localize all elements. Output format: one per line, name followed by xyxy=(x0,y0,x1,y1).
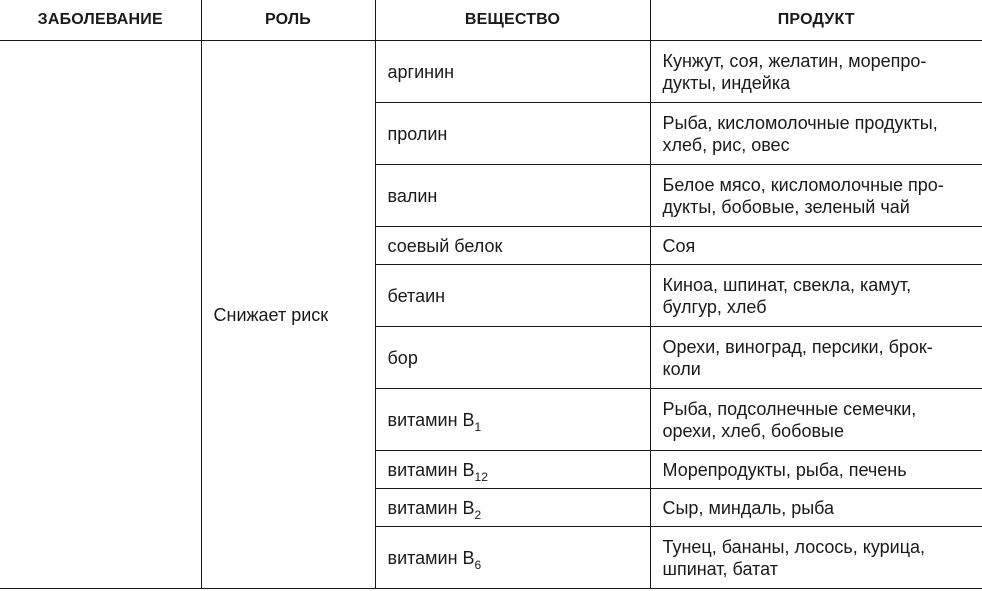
product-cell: Белое мясо, кисломолочные про-дукты, бобовые, зеленый чай xyxy=(650,165,982,227)
substance-name: витамин B xyxy=(387,409,475,430)
role-cell: Снижает риск xyxy=(201,41,375,589)
substance-subscript: 12 xyxy=(474,469,488,484)
substance-cell xyxy=(375,527,650,589)
substance-subscript: 6 xyxy=(474,557,482,572)
substance-cell: пролин xyxy=(375,103,650,165)
substance-cell: аргинин xyxy=(375,41,650,103)
product-cell: Тунец, бананы, лосось, курица, шпинат, батат xyxy=(650,527,982,589)
substance-name: витамин B xyxy=(387,497,475,518)
product-cell: Орехи, виноград, персики, брок-коли xyxy=(650,327,982,389)
substance-subscript: 1 xyxy=(474,419,482,434)
table-row xyxy=(0,41,982,103)
header-disease: ЗАБОЛЕВАНИЕ xyxy=(0,0,201,41)
product-cell: Рыба, кисломолочные продукты, хлеб, рис, овес xyxy=(650,103,982,165)
header-role: РОЛЬ xyxy=(201,0,375,41)
product-cell: Киноа, шпинат, свекла, камут, булгур, хлеб xyxy=(650,265,982,327)
substance-cell: бор xyxy=(375,327,650,389)
header-substance: ВЕЩЕСТВО xyxy=(375,0,650,41)
product-cell: Морепродукты, рыба, печень xyxy=(650,451,982,489)
header-row xyxy=(0,0,982,41)
product-cell: Кунжут, соя, желатин, морепро-дукты, индейка xyxy=(650,41,982,103)
substance-cell xyxy=(375,489,650,527)
substance-name: витамин B xyxy=(387,547,475,568)
substance-cell xyxy=(375,389,650,451)
substance-cell xyxy=(375,451,650,489)
substance-subscript: 2 xyxy=(474,507,482,522)
substance-name: витамин B xyxy=(387,459,475,480)
product-cell: Рыба, подсолнечные семечки, орехи, хлеб, бобовые xyxy=(650,389,982,451)
product-cell: Сыр, миндаль, рыба xyxy=(650,489,982,527)
product-cell: Соя xyxy=(650,227,982,265)
header-product: ПРОДУКТ xyxy=(650,0,982,41)
disease-cell xyxy=(0,41,201,589)
substance-cell: валин xyxy=(375,165,650,227)
substance-cell: соевый белок xyxy=(375,227,650,265)
substance-cell: бетаин xyxy=(375,265,650,327)
